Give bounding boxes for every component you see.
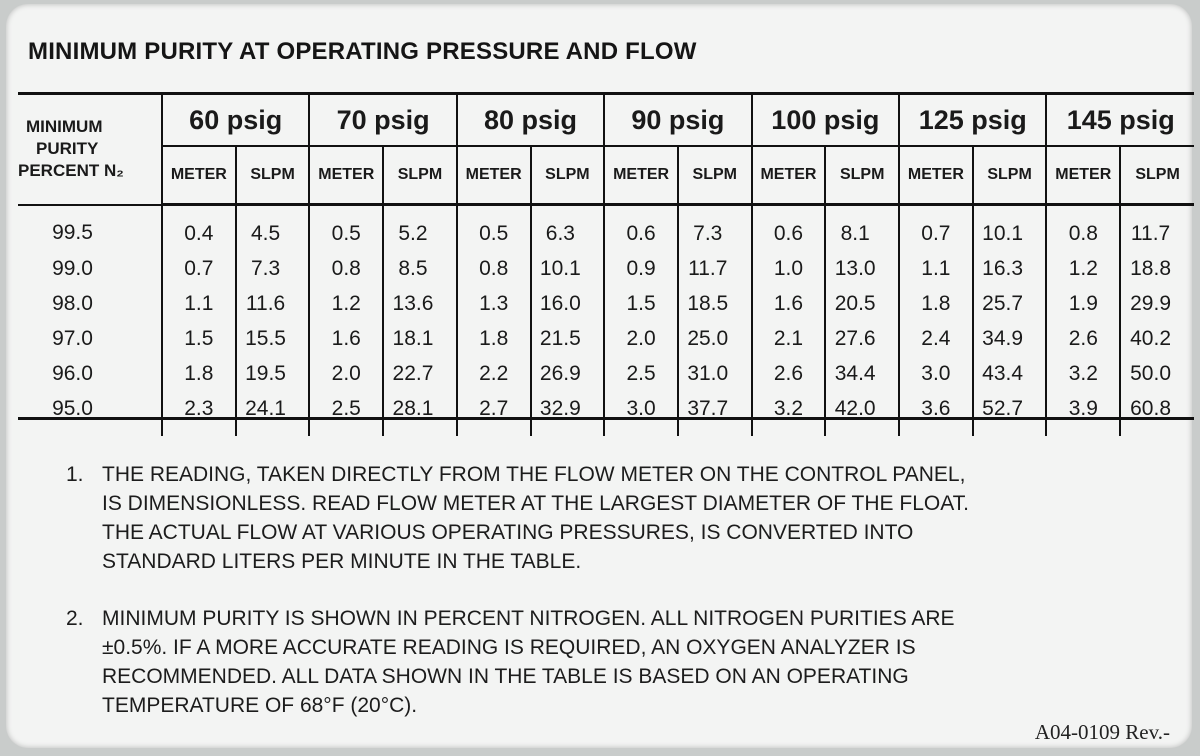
meter-value-cell: 2.0 (604, 321, 678, 356)
meter-value-cell: 3.9 (1046, 391, 1120, 436)
purity-grid (18, 95, 1194, 436)
meter-value-cell: 0.8 (457, 251, 531, 286)
purity-cell: 95.0 (52, 396, 93, 420)
table-row (18, 391, 1194, 436)
slpm-header: SLPM (973, 146, 1047, 205)
slpm-value-cell: 26.9 (531, 356, 605, 391)
purity-cell: 98.0 (52, 291, 93, 315)
meter-value-cell: 1.2 (1046, 251, 1120, 286)
meter-header: METER (1046, 146, 1120, 205)
slpm-value-cell: 10.1 (973, 205, 1047, 252)
note-number: 2. (66, 607, 84, 630)
slpm-value-cell: 25.0 (678, 321, 752, 356)
notes-section (66, 460, 1146, 748)
note-line: IS DIMENSIONLESS. READ FLOW METER AT THE LARGEST DIAMETER OF THE FLOAT. (102, 492, 969, 515)
note-line: RECOMMENDED. ALL DATA SHOWN IN THE TABLE IS BASED ON AN OPERATING (102, 665, 909, 688)
page-title: MINIMUM PURITY AT OPERATING PRESSURE AND FLOW (28, 38, 697, 65)
slpm-value-cell: 52.7 (973, 391, 1047, 436)
meter-value-cell: 2.5 (604, 356, 678, 391)
meter-value-cell: 1.0 (752, 251, 826, 286)
pressure-header: 70 psig (309, 95, 456, 146)
meter-value-cell: 1.8 (457, 321, 531, 356)
meter-value-cell: 0.4 (162, 205, 236, 252)
note-line: STANDARD LITERS PER MINUTE IN THE TABLE. (102, 550, 582, 573)
slpm-value-cell: 24.1 (236, 391, 310, 436)
meter-value-cell: 3.0 (604, 391, 678, 436)
table-row (18, 356, 1194, 391)
meter-value-cell: 2.3 (162, 391, 236, 436)
slpm-value-cell: 16.3 (973, 251, 1047, 286)
slpm-header: SLPM (1120, 146, 1194, 205)
pressure-header: 100 psig (752, 95, 899, 146)
pressure-header: 125 psig (899, 95, 1046, 146)
meter-value-cell: 1.6 (309, 321, 383, 356)
meter-value-cell: 0.5 (457, 205, 531, 252)
slpm-value-cell: 11.6 (236, 286, 310, 321)
note-2 (66, 604, 1146, 720)
meter-value-cell: 2.5 (309, 391, 383, 436)
slpm-value-cell: 28.1 (383, 391, 457, 436)
slpm-value-cell: 27.6 (825, 321, 899, 356)
slpm-header: SLPM (825, 146, 899, 205)
slpm-value-cell: 7.3 (236, 251, 310, 286)
meter-value-cell: 0.8 (309, 251, 383, 286)
purity-cell: 96.0 (52, 361, 93, 385)
meter-value-cell: 0.9 (604, 251, 678, 286)
meter-value-cell: 2.1 (752, 321, 826, 356)
slpm-value-cell: 42.0 (825, 391, 899, 436)
slpm-value-cell: 40.2 (1120, 321, 1194, 356)
note-line: TEMPERATURE OF 68°F (20°C). (102, 694, 418, 717)
slpm-value-cell: 7.3 (678, 205, 752, 252)
meter-header: METER (457, 146, 531, 205)
slpm-value-cell: 10.1 (531, 251, 605, 286)
purity-cell: 97.0 (52, 326, 93, 350)
slpm-value-cell: 37.7 (678, 391, 752, 436)
slpm-value-cell: 11.7 (678, 251, 752, 286)
pressure-header: 145 psig (1046, 95, 1194, 146)
slpm-value-cell: 19.5 (236, 356, 310, 391)
note-1 (66, 460, 1146, 576)
meter-value-cell: 1.8 (162, 356, 236, 391)
document-code: A04-0109 Rev.- (1034, 720, 1170, 744)
meter-value-cell: 1.5 (162, 321, 236, 356)
meter-value-cell: 0.6 (752, 205, 826, 252)
slpm-header: SLPM (236, 146, 310, 205)
meter-value-cell: 2.6 (752, 356, 826, 391)
meter-value-cell: 3.0 (899, 356, 973, 391)
slpm-value-cell: 22.7 (383, 356, 457, 391)
slpm-value-cell: 31.0 (678, 356, 752, 391)
slpm-value-cell: 16.0 (531, 286, 605, 321)
slpm-value-cell: 60.8 (1120, 391, 1194, 436)
slpm-value-cell: 8.1 (825, 205, 899, 252)
table-row (18, 321, 1194, 356)
slpm-value-cell: 4.5 (236, 205, 310, 252)
meter-value-cell: 0.5 (309, 205, 383, 252)
purity-column-header (18, 95, 162, 205)
meter-value-cell: 2.7 (457, 391, 531, 436)
slpm-value-cell: 29.9 (1120, 286, 1194, 321)
meter-value-cell: 2.2 (457, 356, 531, 391)
purity-table (18, 92, 1194, 420)
slpm-value-cell: 34.4 (825, 356, 899, 391)
meter-header: METER (752, 146, 826, 205)
pressure-header: 60 psig (162, 95, 309, 146)
slpm-header: SLPM (383, 146, 457, 205)
slpm-value-cell: 50.0 (1120, 356, 1194, 391)
unit-header-row (18, 146, 1194, 205)
purity-cell: 99.0 (52, 256, 93, 280)
meter-value-cell: 0.7 (899, 205, 973, 252)
purity-header-line: PURITY (36, 139, 99, 159)
table-row (18, 251, 1194, 286)
meter-value-cell: 1.5 (604, 286, 678, 321)
slpm-value-cell: 6.3 (531, 205, 605, 252)
meter-value-cell: 0.8 (1046, 205, 1120, 252)
slpm-header: SLPM (531, 146, 605, 205)
meter-value-cell: 2.0 (309, 356, 383, 391)
meter-value-cell: 1.9 (1046, 286, 1120, 321)
meter-header: METER (604, 146, 678, 205)
slpm-value-cell: 34.9 (973, 321, 1047, 356)
purity-header-line: MINIMUM (26, 117, 103, 137)
slpm-value-cell: 25.7 (973, 286, 1047, 321)
slpm-value-cell: 13.0 (825, 251, 899, 286)
purity-header-line: PERCENT N₂ (18, 161, 124, 181)
note-line: THE ACTUAL FLOW AT VARIOUS OPERATING PRESSURES, IS CONVERTED INTO (102, 521, 914, 544)
slpm-value-cell: 13.6 (383, 286, 457, 321)
meter-value-cell: 1.2 (309, 286, 383, 321)
note-line: MINIMUM PURITY IS SHOWN IN PERCENT NITROGEN. ALL NITROGEN PURITIES ARE (102, 607, 955, 630)
table-row (18, 205, 1194, 252)
slpm-value-cell: 32.9 (531, 391, 605, 436)
pressure-header-row (18, 95, 1194, 146)
pressure-header: 90 psig (604, 95, 751, 146)
slpm-value-cell: 18.5 (678, 286, 752, 321)
meter-value-cell: 1.1 (162, 286, 236, 321)
meter-value-cell: 3.2 (752, 391, 826, 436)
table-row (18, 286, 1194, 321)
purity-cell: 99.5 (52, 221, 93, 245)
meter-header: METER (899, 146, 973, 205)
meter-value-cell: 2.4 (899, 321, 973, 356)
meter-value-cell: 3.6 (899, 391, 973, 436)
meter-value-cell: 1.8 (899, 286, 973, 321)
slpm-value-cell: 8.5 (383, 251, 457, 286)
slpm-value-cell: 43.4 (973, 356, 1047, 391)
slpm-value-cell: 21.5 (531, 321, 605, 356)
meter-value-cell: 1.3 (457, 286, 531, 321)
table-body (18, 205, 1194, 437)
meter-value-cell: 0.6 (604, 205, 678, 252)
pressure-header: 80 psig (457, 95, 604, 146)
slpm-header: SLPM (678, 146, 752, 205)
meter-value-cell: 1.6 (752, 286, 826, 321)
meter-header: METER (309, 146, 383, 205)
note-line: ±0.5%. IF A MORE ACCURATE READING IS REQUIRED, AN OXYGEN ANALYZER IS (102, 636, 916, 659)
slpm-value-cell: 18.8 (1120, 251, 1194, 286)
slpm-value-cell: 15.5 (236, 321, 310, 356)
slpm-value-cell: 11.7 (1120, 205, 1194, 252)
note-line: THE READING, TAKEN DIRECTLY FROM THE FLOW METER ON THE CONTROL PANEL, (102, 463, 966, 486)
meter-value-cell: 2.6 (1046, 321, 1120, 356)
label-plate (6, 4, 1192, 748)
meter-header: METER (162, 146, 236, 205)
note-number: 1. (66, 463, 84, 486)
slpm-value-cell: 20.5 (825, 286, 899, 321)
slpm-value-cell: 18.1 (383, 321, 457, 356)
meter-value-cell: 3.2 (1046, 356, 1120, 391)
meter-value-cell: 0.7 (162, 251, 236, 286)
slpm-value-cell: 5.2 (383, 205, 457, 252)
meter-value-cell: 1.1 (899, 251, 973, 286)
